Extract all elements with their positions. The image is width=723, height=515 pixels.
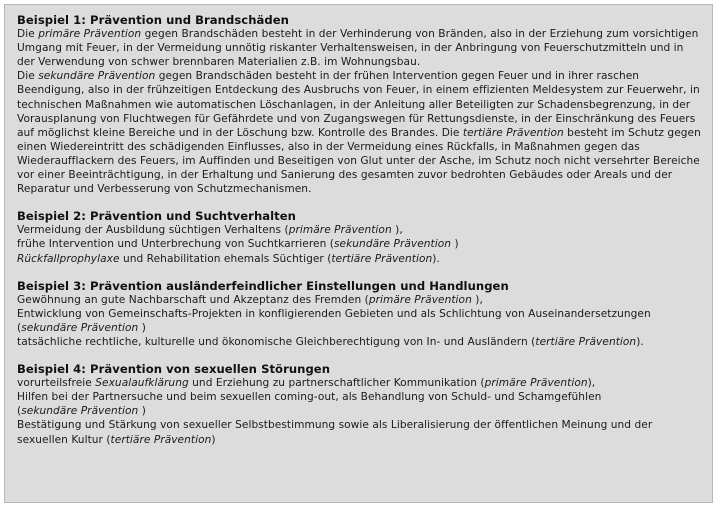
text-run: ). (636, 335, 644, 348)
text-line (17, 307, 702, 321)
text-run: Vermeidung der Ausbildung süchtigen Verhaltens ( (17, 224, 289, 237)
text-run-italic: sekundäre Prävention (38, 70, 156, 83)
text-run: frühe Intervention und Unterbrechung von Suchtkarrieren ( (17, 238, 334, 251)
paragraph (17, 69, 702, 196)
text-run-italic: tertiäre Prävention (535, 335, 637, 348)
text-run-italic: primäre Prävention (368, 293, 472, 306)
text-line (17, 223, 702, 237)
examples-box (4, 4, 713, 503)
text-run: ) (451, 238, 459, 251)
text-run: ), (587, 377, 596, 390)
text-run: Die (17, 70, 39, 83)
text-run: besteht im Schutz gegen einen Wiedereintritt des schädigenden Einflusses, also in der Vermeidung eines Rückfalls, in Maßnahmen gegen das Wiederaufflackern des Feuers, im Auffinden und Beseitigen von Glut unter der Asche, im Schutz noch nicht versehrter Bereiche vor einer Beeinträchtigung, in der Erhaltung und Sanierung des gesamten zuvor bedrohten Gebäudes oder Areals und der Reparatur und Verbesserung von Schutzmechanismen. (17, 126, 701, 196)
text-run: ) (138, 321, 146, 334)
text-run: ). (432, 252, 440, 265)
text-run: ), (391, 224, 403, 237)
example-section (17, 279, 702, 349)
text-run-italic: tertiäre Prävention (110, 433, 212, 446)
section-heading: Beispiel 1: Prävention und Brandschäden (17, 13, 289, 27)
example-section (17, 13, 702, 196)
text-run: ) (211, 433, 216, 446)
text-run: ), (471, 293, 483, 306)
text-run-italic: sekundäre Prävention (21, 321, 139, 334)
text-run-italic: sekundäre Prävention (333, 238, 452, 251)
text-line (17, 321, 702, 335)
text-line (17, 335, 702, 349)
text-run: Hilfen bei der Partnersuche und beim sexuellen coming-out, als Behandlung von Schuld- und Schamgefühlen (17, 391, 602, 404)
text-run-italic: primäre Prävention (288, 224, 392, 237)
text-line (17, 418, 702, 446)
text-run: ( (17, 405, 22, 418)
text-run-italic: tertiäre Prävention (462, 126, 564, 139)
text-run: gegen Brandschäden besteht in der Verhinderung von Bränden, also in der Erziehung zum vorsichtigen Umgang mit Feuer, in der Vermeidung unnötig riskanter Verhaltensweisen, in der Anbringung von Feuerschutzmitteln und in der Verwendung von schwer brennbaren Materialien z.B. im Wohnungsbau. (17, 28, 699, 69)
text-run: gegen Brandschäden besteht in der frühen Intervention gegen Feuer und in ihrer raschen Beendigung, also in der frühzeitigen Entdeckung des Ausbruchs von Feuer, in einem effizienten Meldesystem zur Feuerwehr, in technischen Maßnahmen wie automatischen Löschanlagen, in der Anleitung aller Beteiligten zur Schadensbegrenzung, in der Vorausplanung von Fluchtwegen für Gefährdete und von Zugangswegen für Rettungsdienste, in der Einschränkung des Feuers auf möglichst kleine Bereiche und in der Löschung bzw. Kontrolle des Brandes. Die (17, 70, 700, 139)
text-run: Die (17, 28, 39, 41)
section-heading: Beispiel 3: Prävention ausländerfeindlicher Einstellungen und Handlungen (17, 278, 509, 293)
text-run: Bestätigung und Stärkung von sexueller Selbstbestimmung sowie als Liberalisierung der öffentlichen Meinung und der sexuellen Kultur ( (17, 419, 653, 446)
example-section (17, 209, 702, 265)
section-heading: Beispiel 4: Prävention von sexuellen Störungen (17, 362, 331, 377)
text-run: ) (138, 405, 146, 418)
text-line (17, 237, 702, 251)
text-run-italic: tertiäre Prävention (331, 252, 433, 265)
text-run: Entwicklung von Gemeinschafts-Projekten in konfligierenden Gebieten und als Schlichtung von Auseinandersetzungen (17, 307, 651, 320)
text-run: und Rehabilitation ehemals Süchtiger ( (119, 252, 332, 265)
text-run-italic: Rückfallprophylaxe (17, 252, 120, 265)
text-run-italic: primäre Prävention (38, 28, 142, 41)
text-line (17, 404, 702, 418)
text-line (17, 376, 702, 390)
text-run: ( (17, 321, 22, 334)
text-run-italic: Sexualaufklärung (95, 377, 189, 390)
text-line (17, 293, 702, 307)
text-run: vorurteilsfreie (17, 377, 96, 390)
paragraph (17, 27, 702, 69)
text-run: tatsächliche rechtliche, kulturelle und ökonomische Gleichberechtigung von In- und Ausländern ( (17, 335, 536, 348)
section-heading: Beispiel 2: Prävention und Suchtverhalten (17, 209, 296, 224)
example-section (17, 362, 702, 447)
text-line (17, 390, 702, 404)
text-run-italic: primäre Prävention (484, 377, 588, 390)
text-run: und Erziehung zu partnerschaftlicher Kommunikation ( (188, 377, 485, 390)
text-run-italic: sekundäre Prävention (21, 405, 139, 418)
text-run: Gewöhnung an gute Nachbarschaft und Akzeptanz des Fremden ( (17, 293, 369, 306)
text-line (17, 252, 702, 266)
